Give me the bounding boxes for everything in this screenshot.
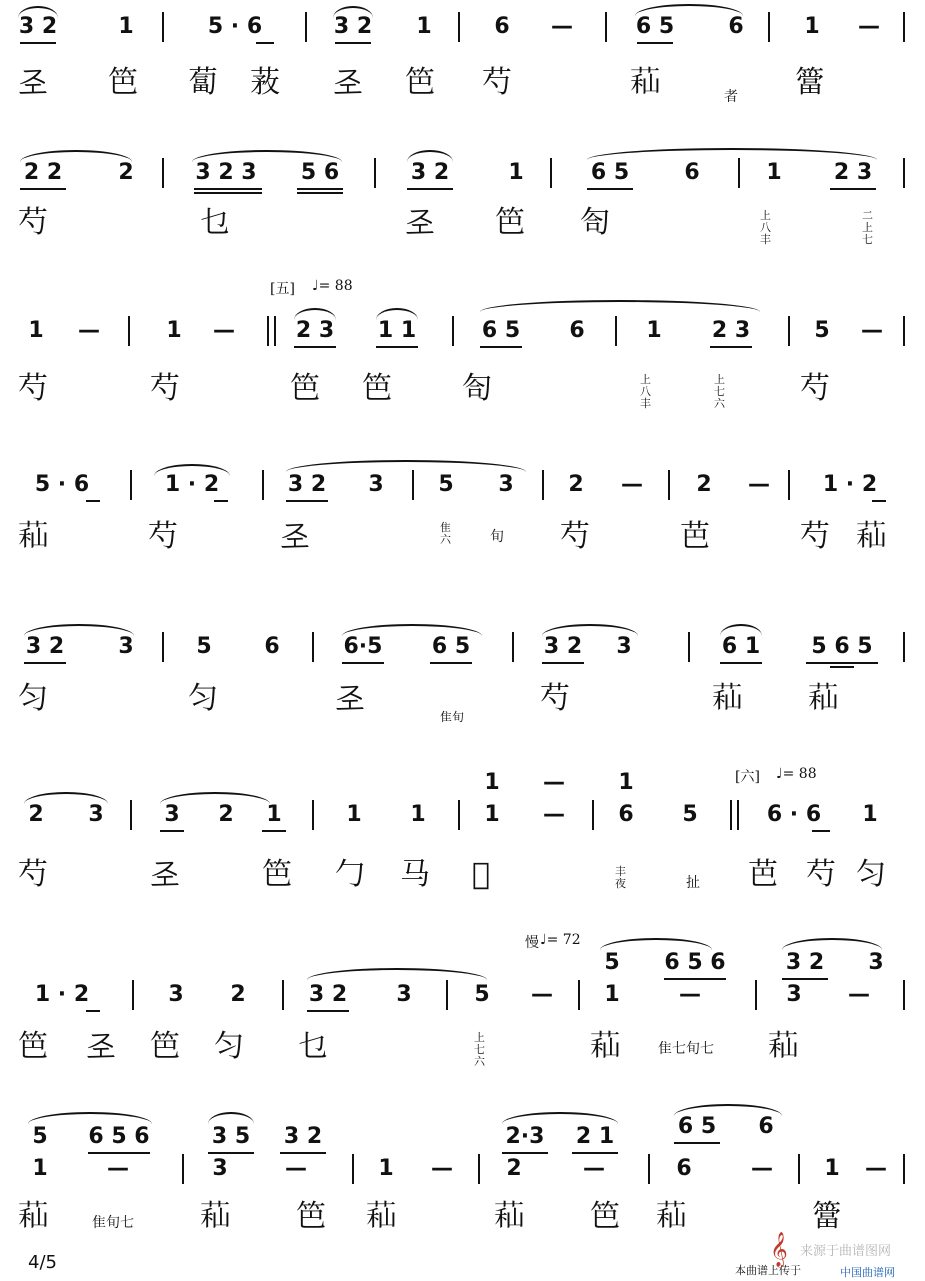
note: 3	[368, 472, 384, 497]
underline	[502, 1152, 548, 1154]
dash: —	[107, 1156, 129, 1181]
tab-char: 旬	[490, 529, 504, 545]
note: 6	[618, 802, 634, 827]
note: 2	[696, 472, 712, 497]
note: 3	[88, 802, 104, 827]
barline	[788, 316, 790, 346]
page-number: 4/5	[28, 1252, 57, 1273]
underline	[720, 662, 762, 664]
barline	[903, 1154, 905, 1184]
tab-char: 𦱑	[200, 1199, 230, 1234]
note: 1	[346, 802, 362, 827]
note-group: 1 1	[377, 318, 417, 343]
tab-char: 𠇉	[472, 857, 491, 892]
note: 3	[164, 802, 180, 827]
underline	[20, 188, 66, 190]
dash: —	[751, 1156, 773, 1181]
underline	[782, 978, 828, 980]
barline	[162, 632, 164, 662]
note-group: 3 2	[18, 14, 58, 39]
tab-char: 芍	[560, 519, 590, 554]
tab-char: 芍	[806, 857, 836, 892]
tab-char: 芍	[148, 519, 178, 554]
slur	[376, 308, 418, 320]
tab-char: 芍	[150, 371, 180, 406]
tab-char: 笆	[262, 857, 292, 892]
dash: —	[679, 982, 701, 1007]
upper-note: 1	[484, 770, 500, 795]
tab-char: 笆	[18, 1029, 48, 1064]
underline	[86, 500, 100, 502]
underline	[280, 1152, 326, 1154]
double-barline	[267, 316, 276, 346]
barline	[452, 316, 454, 346]
note: 3	[118, 634, 134, 659]
note-group: 6·5	[343, 634, 383, 659]
barline	[578, 980, 580, 1010]
tab-char: 芭	[748, 857, 778, 892]
underline	[86, 1010, 100, 1012]
note-group: 6 5	[431, 634, 471, 659]
upper-note-group: 3 2	[283, 1124, 323, 1149]
tab-char: 匌	[462, 371, 492, 406]
underline	[674, 1142, 720, 1144]
tab-char: 䓮	[250, 65, 280, 100]
note-group: 2 2	[23, 160, 63, 185]
note-group: 6 1	[721, 634, 761, 659]
double-barline	[730, 800, 739, 830]
underline	[24, 662, 66, 664]
tab-char: 𦱑	[856, 519, 886, 554]
underline	[256, 42, 274, 44]
tab-char: 乜	[298, 1029, 328, 1064]
barline	[446, 980, 448, 1010]
tab-char: 笆	[405, 65, 435, 100]
underline	[208, 1152, 254, 1154]
upper-note-group: 6 5 6	[88, 1124, 150, 1149]
note-group: 3 2	[25, 634, 65, 659]
underline	[710, 346, 752, 348]
tab-char: 𢀖	[333, 65, 363, 100]
barline	[903, 980, 905, 1010]
tab-char: 𦱑	[712, 681, 742, 716]
dash: —	[551, 14, 573, 39]
barline	[738, 158, 740, 188]
tab-char: 笆	[362, 371, 392, 406]
barline	[512, 632, 514, 662]
note: 2	[28, 802, 44, 827]
note: 3	[616, 634, 632, 659]
note: 1	[266, 802, 282, 827]
slur	[587, 148, 877, 160]
barline	[903, 12, 905, 42]
note: 6	[264, 634, 280, 659]
dash: —	[748, 472, 770, 497]
tab-char: 𢀖	[150, 857, 180, 892]
note: 5	[438, 472, 454, 497]
note: 1	[646, 318, 662, 343]
barline	[312, 632, 314, 662]
note: 3	[212, 1156, 228, 1181]
underline	[335, 42, 371, 44]
underline	[160, 830, 184, 832]
note: 1	[378, 1156, 394, 1181]
barline	[162, 12, 164, 42]
barline	[412, 470, 414, 500]
note: 2	[118, 160, 134, 185]
dash: —	[543, 802, 565, 827]
slur	[307, 968, 487, 980]
dash: —	[78, 318, 100, 343]
tab-char: 𦱑	[18, 519, 48, 554]
upload-credit: 本曲谱上传于	[735, 1264, 801, 1277]
note-group: 3 2	[543, 634, 583, 659]
barline	[615, 316, 617, 346]
underline	[297, 192, 343, 194]
dash: —	[858, 14, 880, 39]
dash: —	[583, 1156, 605, 1181]
tab-char: 𦱑	[808, 681, 838, 716]
barline	[305, 12, 307, 42]
underline	[830, 666, 854, 668]
underline	[812, 830, 830, 832]
slur	[18, 6, 58, 18]
note: 3	[396, 982, 412, 1007]
slur	[28, 1112, 152, 1124]
underline	[572, 1152, 618, 1154]
note: 2	[568, 472, 584, 497]
tab-char: 𦱑	[18, 1199, 48, 1234]
underline	[20, 42, 56, 44]
barline	[903, 158, 905, 188]
tab-mark: 上八丰	[760, 209, 771, 246]
tab-char: 芭	[680, 519, 710, 554]
upper-note: 5	[604, 950, 620, 975]
tab-char: 𢀖	[280, 519, 310, 554]
underline	[286, 500, 328, 502]
dash: —	[213, 318, 235, 343]
underline	[587, 188, 633, 190]
tab-char: 匀	[18, 681, 48, 716]
slur	[600, 938, 712, 950]
barline	[282, 980, 284, 1010]
note-group: 6 5	[481, 318, 521, 343]
note: 5	[196, 634, 212, 659]
underline	[664, 978, 726, 980]
note: 2	[506, 1156, 522, 1181]
tab-char: 笆	[290, 371, 320, 406]
note-group: 2 3	[711, 318, 751, 343]
note-group: 5 6 5	[811, 634, 873, 659]
note-group: 6 5	[635, 14, 675, 39]
note-group: 3 2 3	[195, 160, 257, 185]
tab-char: 簹	[795, 65, 825, 100]
tab-char: 蔔	[188, 65, 218, 100]
barline	[130, 470, 132, 500]
treble-clef-icon: 𝄞	[770, 1232, 788, 1267]
note-group: 5 · 6	[207, 14, 263, 39]
note-group: 5 · 6	[34, 472, 90, 497]
note: 5	[474, 982, 490, 1007]
tab-char: 芍	[482, 65, 512, 100]
dash: —	[848, 982, 870, 1007]
tab-char: 𢀖	[405, 205, 435, 240]
tab-mark: 者	[724, 89, 738, 105]
underline	[872, 500, 886, 502]
upper-note-group: 2 1	[575, 1124, 615, 1149]
dash: —	[543, 770, 565, 795]
note: 1	[508, 160, 524, 185]
tab-mark: 上七六	[474, 1031, 485, 1068]
note: 5	[682, 802, 698, 827]
upper-note: 1	[618, 770, 634, 795]
tab-char: 𦱑	[656, 1199, 686, 1234]
underline	[376, 346, 418, 348]
site-logo: 中国曲谱网	[840, 1266, 895, 1279]
note: 2	[230, 982, 246, 1007]
tab-mark: 隹六	[440, 521, 451, 546]
tab-char: 芍	[800, 519, 830, 554]
barline	[478, 1154, 480, 1184]
underline	[262, 830, 286, 832]
note: 3	[786, 982, 802, 1007]
tempo-label: 慢	[525, 935, 539, 951]
tab-char: 簹	[812, 1199, 842, 1234]
tab-char: 𦱑	[494, 1199, 524, 1234]
tab-mark: 丰夜	[615, 865, 626, 890]
barline	[768, 12, 770, 42]
note-group: 2 3	[833, 160, 873, 185]
underline	[480, 346, 522, 348]
underline	[88, 1152, 150, 1154]
barline	[132, 980, 134, 1010]
note: 1	[604, 982, 620, 1007]
barline	[550, 158, 552, 188]
note-group: 6 5	[590, 160, 630, 185]
note: 1	[416, 14, 432, 39]
tab-char: 勹	[335, 857, 365, 892]
barline	[130, 800, 132, 830]
tab-char: 笆	[590, 1199, 620, 1234]
barline	[798, 1154, 800, 1184]
upper-note-group: 6 5	[677, 1114, 717, 1139]
barline	[903, 632, 905, 662]
tab-char: 芍	[18, 205, 48, 240]
dash: —	[431, 1156, 453, 1181]
note: 1	[862, 802, 878, 827]
dash: —	[285, 1156, 307, 1181]
note: 6	[728, 14, 744, 39]
barline	[312, 800, 314, 830]
tab-char: 𦱑	[366, 1199, 396, 1234]
slur	[720, 624, 762, 636]
tab-char: 乜	[200, 205, 230, 240]
tab-char: 马	[400, 857, 430, 892]
upper-note-group: 6 5 6	[664, 950, 726, 975]
underline	[194, 192, 262, 194]
underline	[194, 188, 262, 190]
slur	[286, 460, 526, 472]
dash: —	[861, 318, 883, 343]
note: 3	[498, 472, 514, 497]
barline	[688, 632, 690, 662]
note-group: 5 6	[300, 160, 340, 185]
slur	[154, 464, 230, 476]
barline	[128, 316, 130, 346]
tab-char: 𦱑	[590, 1029, 620, 1064]
note-group: 3 2	[333, 14, 373, 39]
underline	[430, 662, 472, 664]
barline	[542, 470, 544, 500]
underline	[294, 346, 336, 348]
barline	[592, 800, 594, 830]
dash: —	[621, 472, 643, 497]
note: 1	[118, 14, 134, 39]
slur	[208, 1112, 254, 1124]
dash: —	[865, 1156, 887, 1181]
upper-note: 5	[32, 1124, 48, 1149]
slur	[294, 308, 336, 320]
upper-note: 6	[758, 1114, 774, 1139]
underline	[214, 500, 228, 502]
note: 1	[166, 318, 182, 343]
barline	[458, 800, 460, 830]
tab-char: 𢀖	[18, 65, 48, 100]
tab-mark: 二上七	[862, 209, 873, 246]
note-group: 1 · 2	[34, 982, 90, 1007]
note-group: 3 2	[308, 982, 348, 1007]
note: 6	[676, 1156, 692, 1181]
note-group: 1 · 2	[822, 472, 878, 497]
note: 1	[804, 14, 820, 39]
tab-char: 𢀖	[335, 681, 365, 716]
tab-char: 匀	[188, 681, 218, 716]
slur	[502, 1112, 618, 1124]
slur	[480, 300, 760, 312]
slur	[333, 6, 373, 18]
note: 1	[766, 160, 782, 185]
note: 1	[824, 1156, 840, 1181]
tab-char: 𢀖	[86, 1029, 116, 1064]
note: 6	[569, 318, 585, 343]
dash: —	[531, 982, 553, 1007]
tab-char: 𦱑	[768, 1029, 798, 1064]
note-group: 2 3	[295, 318, 335, 343]
tab-mark: 隹七旬七	[658, 1041, 714, 1057]
underline	[542, 662, 584, 664]
tab-mark: 隹旬七	[92, 1215, 134, 1231]
tempo-marking: ♩= 88	[312, 278, 353, 294]
note-group: 1 · 2	[164, 472, 220, 497]
tab-char: 笆	[150, 1029, 180, 1064]
barline	[903, 316, 905, 346]
note: 6	[684, 160, 700, 185]
note: 2	[218, 802, 234, 827]
tab-char: 𦱑	[630, 65, 660, 100]
underline	[297, 188, 343, 190]
barline	[162, 158, 164, 188]
upper-note-group: 2·3	[505, 1124, 545, 1149]
slur	[782, 938, 882, 950]
note-group: 3 2	[287, 472, 327, 497]
section-marker: [六]	[735, 769, 760, 785]
note: 1	[28, 318, 44, 343]
underline	[637, 42, 673, 44]
tab-char: 笆	[296, 1199, 326, 1234]
tab-mark: 扯	[686, 875, 700, 891]
section-marker: [五]	[270, 281, 295, 297]
tab-char: 匀	[214, 1029, 244, 1064]
tab-char: 笆	[495, 205, 525, 240]
barline	[788, 470, 790, 500]
barline	[374, 158, 376, 188]
tab-char: 匀	[856, 857, 886, 892]
underline	[307, 1010, 349, 1012]
slur	[407, 150, 453, 162]
tab-char: 隹旬	[440, 710, 465, 724]
tempo-marking: ♩= 88	[776, 766, 817, 782]
barline	[668, 470, 670, 500]
upper-note-group: 3 2	[785, 950, 825, 975]
tab-char: 芍	[540, 681, 570, 716]
note: 1	[32, 1156, 48, 1181]
barline	[352, 1154, 354, 1184]
watermark: 来源于曲谱图网	[800, 1244, 892, 1259]
barline	[262, 470, 264, 500]
underline	[830, 188, 876, 190]
underline	[407, 188, 453, 190]
tempo-marking: ♩= 72	[540, 932, 581, 948]
tab-mark: 上八丰	[640, 373, 651, 410]
note-group: 3 2	[410, 160, 450, 185]
tab-char: 芍	[18, 857, 48, 892]
tab-char: 芍	[18, 371, 48, 406]
barline	[605, 12, 607, 42]
note: 5	[814, 318, 830, 343]
tab-char: 芍	[800, 371, 830, 406]
note: 6	[494, 14, 510, 39]
tab-mark: 上七六	[714, 373, 725, 410]
upper-note-group: 3 5	[211, 1124, 251, 1149]
barline	[182, 1154, 184, 1184]
tab-char: 匌	[580, 205, 610, 240]
note: 1	[410, 802, 426, 827]
underline	[806, 662, 878, 664]
tab-char: 笆	[108, 65, 138, 100]
note: 1	[484, 802, 500, 827]
note: 3	[168, 982, 184, 1007]
barline	[755, 980, 757, 1010]
barline	[458, 12, 460, 42]
underline	[342, 662, 384, 664]
note-group: 6 · 6	[766, 802, 822, 827]
upper-note: 3	[868, 950, 884, 975]
barline	[648, 1154, 650, 1184]
